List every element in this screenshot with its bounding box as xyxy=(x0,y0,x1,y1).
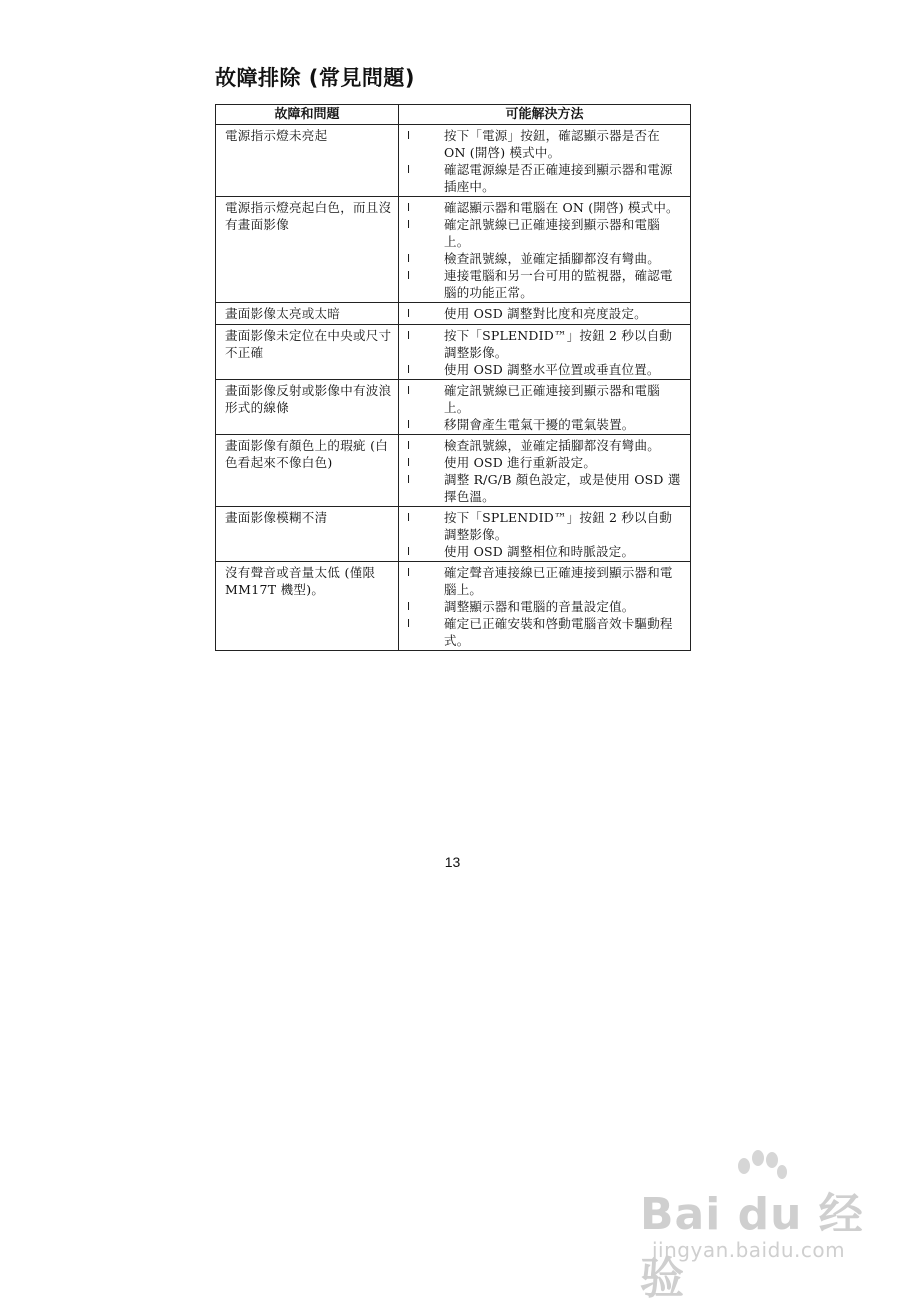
solutions-cell xyxy=(399,507,691,562)
solution-text: 移開會產生電氣干擾的電氣裝置。 xyxy=(444,417,635,432)
table-row xyxy=(216,380,691,435)
solution-item xyxy=(407,471,682,505)
bullet-marker: l xyxy=(407,163,411,176)
problem-cell: 畫面影像有顏色上的瑕疵 (白色看起來不像白色) xyxy=(216,435,399,507)
solutions-cell xyxy=(399,125,691,197)
bullet-marker: l xyxy=(407,566,411,579)
bullet-marker: l xyxy=(407,218,411,231)
solution-item xyxy=(407,161,682,195)
solution-text: 使用 OSD 進行重新設定。 xyxy=(444,455,597,470)
solutions-cell xyxy=(399,325,691,380)
solution-text: 確定已正確安裝和啓動電腦音效卡驅動程式。 xyxy=(444,616,673,648)
bullet-marker: l xyxy=(407,269,411,282)
problem-cell: 畫面影像模糊不清 xyxy=(216,507,399,562)
solution-item xyxy=(407,127,682,161)
solutions-cell xyxy=(399,562,691,651)
problem-cell: 沒有聲音或音量太低 (僅限 MM17T 機型)。 xyxy=(216,562,399,651)
solution-item xyxy=(407,382,682,416)
table-header-row xyxy=(216,105,691,125)
problem-cell: 電源指示燈亮起白色，而且沒有畫面影像 xyxy=(216,197,399,303)
solution-item xyxy=(407,543,682,560)
solution-item xyxy=(407,361,682,378)
solutions-cell xyxy=(399,380,691,435)
solution-item xyxy=(407,416,682,433)
solution-text: 確認電源線是否正確連接到顯示器和電源插座中。 xyxy=(444,162,673,194)
bullet-marker: l xyxy=(407,511,411,524)
bullet-marker: l xyxy=(407,600,411,613)
solutions-cell xyxy=(399,197,691,303)
solution-item xyxy=(407,437,682,454)
solution-item xyxy=(407,216,682,250)
bullet-marker: l xyxy=(407,418,411,431)
table-row xyxy=(216,507,691,562)
bullet-marker: l xyxy=(407,456,411,469)
solution-item xyxy=(407,267,682,301)
bullet-marker: l xyxy=(407,329,411,342)
bullet-marker: l xyxy=(407,617,411,630)
watermark xyxy=(640,1150,880,1304)
bullet-marker: l xyxy=(407,473,411,486)
solution-text: 按下「電源」按鈕，確認顯示器是否在 ON (開啓) 模式中。 xyxy=(444,128,660,160)
bullet-marker: l xyxy=(407,363,411,376)
solution-item xyxy=(407,615,682,649)
solution-text: 檢查訊號線，並確定插腳都沒有彎曲。 xyxy=(444,438,660,453)
table-row xyxy=(216,125,691,197)
page-title: 故障排除 (常見問題) xyxy=(215,66,416,90)
solution-item xyxy=(407,564,682,598)
page-number: 13 xyxy=(444,854,461,870)
header-solutions: 可能解決方法 xyxy=(399,105,691,125)
solution-item xyxy=(407,199,682,216)
bullet-marker: l xyxy=(407,439,411,452)
bullet-marker: l xyxy=(407,307,411,320)
bullet-marker: l xyxy=(407,384,411,397)
table-body xyxy=(216,125,691,651)
solution-text: 按下「SPLENDID™」按鈕 2 秒以自動調整影像。 xyxy=(444,510,673,542)
problem-cell: 電源指示燈未亮起 xyxy=(216,125,399,197)
table-row xyxy=(216,303,691,325)
solution-text: 檢查訊號線，並確定插腳都沒有彎曲。 xyxy=(444,251,660,266)
solution-text: 連接電腦和另一台可用的監視器，確認電腦的功能正常。 xyxy=(444,268,673,300)
table-row xyxy=(216,435,691,507)
solution-item xyxy=(407,598,682,615)
solution-item xyxy=(407,509,682,543)
watermark-logo-text: Bai du 经验 xyxy=(640,1189,864,1304)
header-problem: 故障和問題 xyxy=(216,105,399,125)
solution-item xyxy=(407,327,682,361)
problem-cell: 畫面影像太亮或太暗 xyxy=(216,303,399,325)
solution-item xyxy=(407,454,682,471)
troubleshooting-table xyxy=(215,104,691,651)
solutions-cell xyxy=(399,303,691,325)
problem-cell: 畫面影像反射或影像中有波浪形式的線條 xyxy=(216,380,399,435)
bullet-marker: l xyxy=(407,201,411,214)
solution-text: 使用 OSD 調整水平位置或垂直位置。 xyxy=(444,362,660,377)
solution-text: 調整顯示器和電腦的音量設定值。 xyxy=(444,599,635,614)
table-row xyxy=(216,197,691,303)
solution-item xyxy=(407,250,682,267)
solution-text: 確定訊號線已正確連接到顯示器和電腦上。 xyxy=(444,383,660,415)
problem-cell: 畫面影像未定位在中央或尺寸不正確 xyxy=(216,325,399,380)
bullet-marker: l xyxy=(407,129,411,142)
solution-text: 按下「SPLENDID™」按鈕 2 秒以自動調整影像。 xyxy=(444,328,673,360)
table-row xyxy=(216,325,691,380)
solution-text: 確定聲音連接線已正確連接到顯示器和電腦上。 xyxy=(444,565,673,597)
solution-text: 使用 OSD 調整對比度和亮度設定。 xyxy=(444,306,647,321)
solution-text: 調整 R/G/B 顏色設定，或是使用 OSD 選擇色溫。 xyxy=(444,472,681,504)
table-row xyxy=(216,562,691,651)
solution-text: 使用 OSD 調整相位和時脈設定。 xyxy=(444,544,635,559)
solutions-cell xyxy=(399,435,691,507)
solution-text: 確定訊號線已正確連接到顯示器和電腦上。 xyxy=(444,217,660,249)
solution-text: 確認顯示器和電腦在 ON (開啓) 模式中。 xyxy=(444,200,679,215)
watermark-url: jingyan.baidu.com xyxy=(652,1238,846,1262)
solution-item xyxy=(407,305,682,322)
bullet-marker: l xyxy=(407,545,411,558)
bullet-marker: l xyxy=(407,252,411,265)
